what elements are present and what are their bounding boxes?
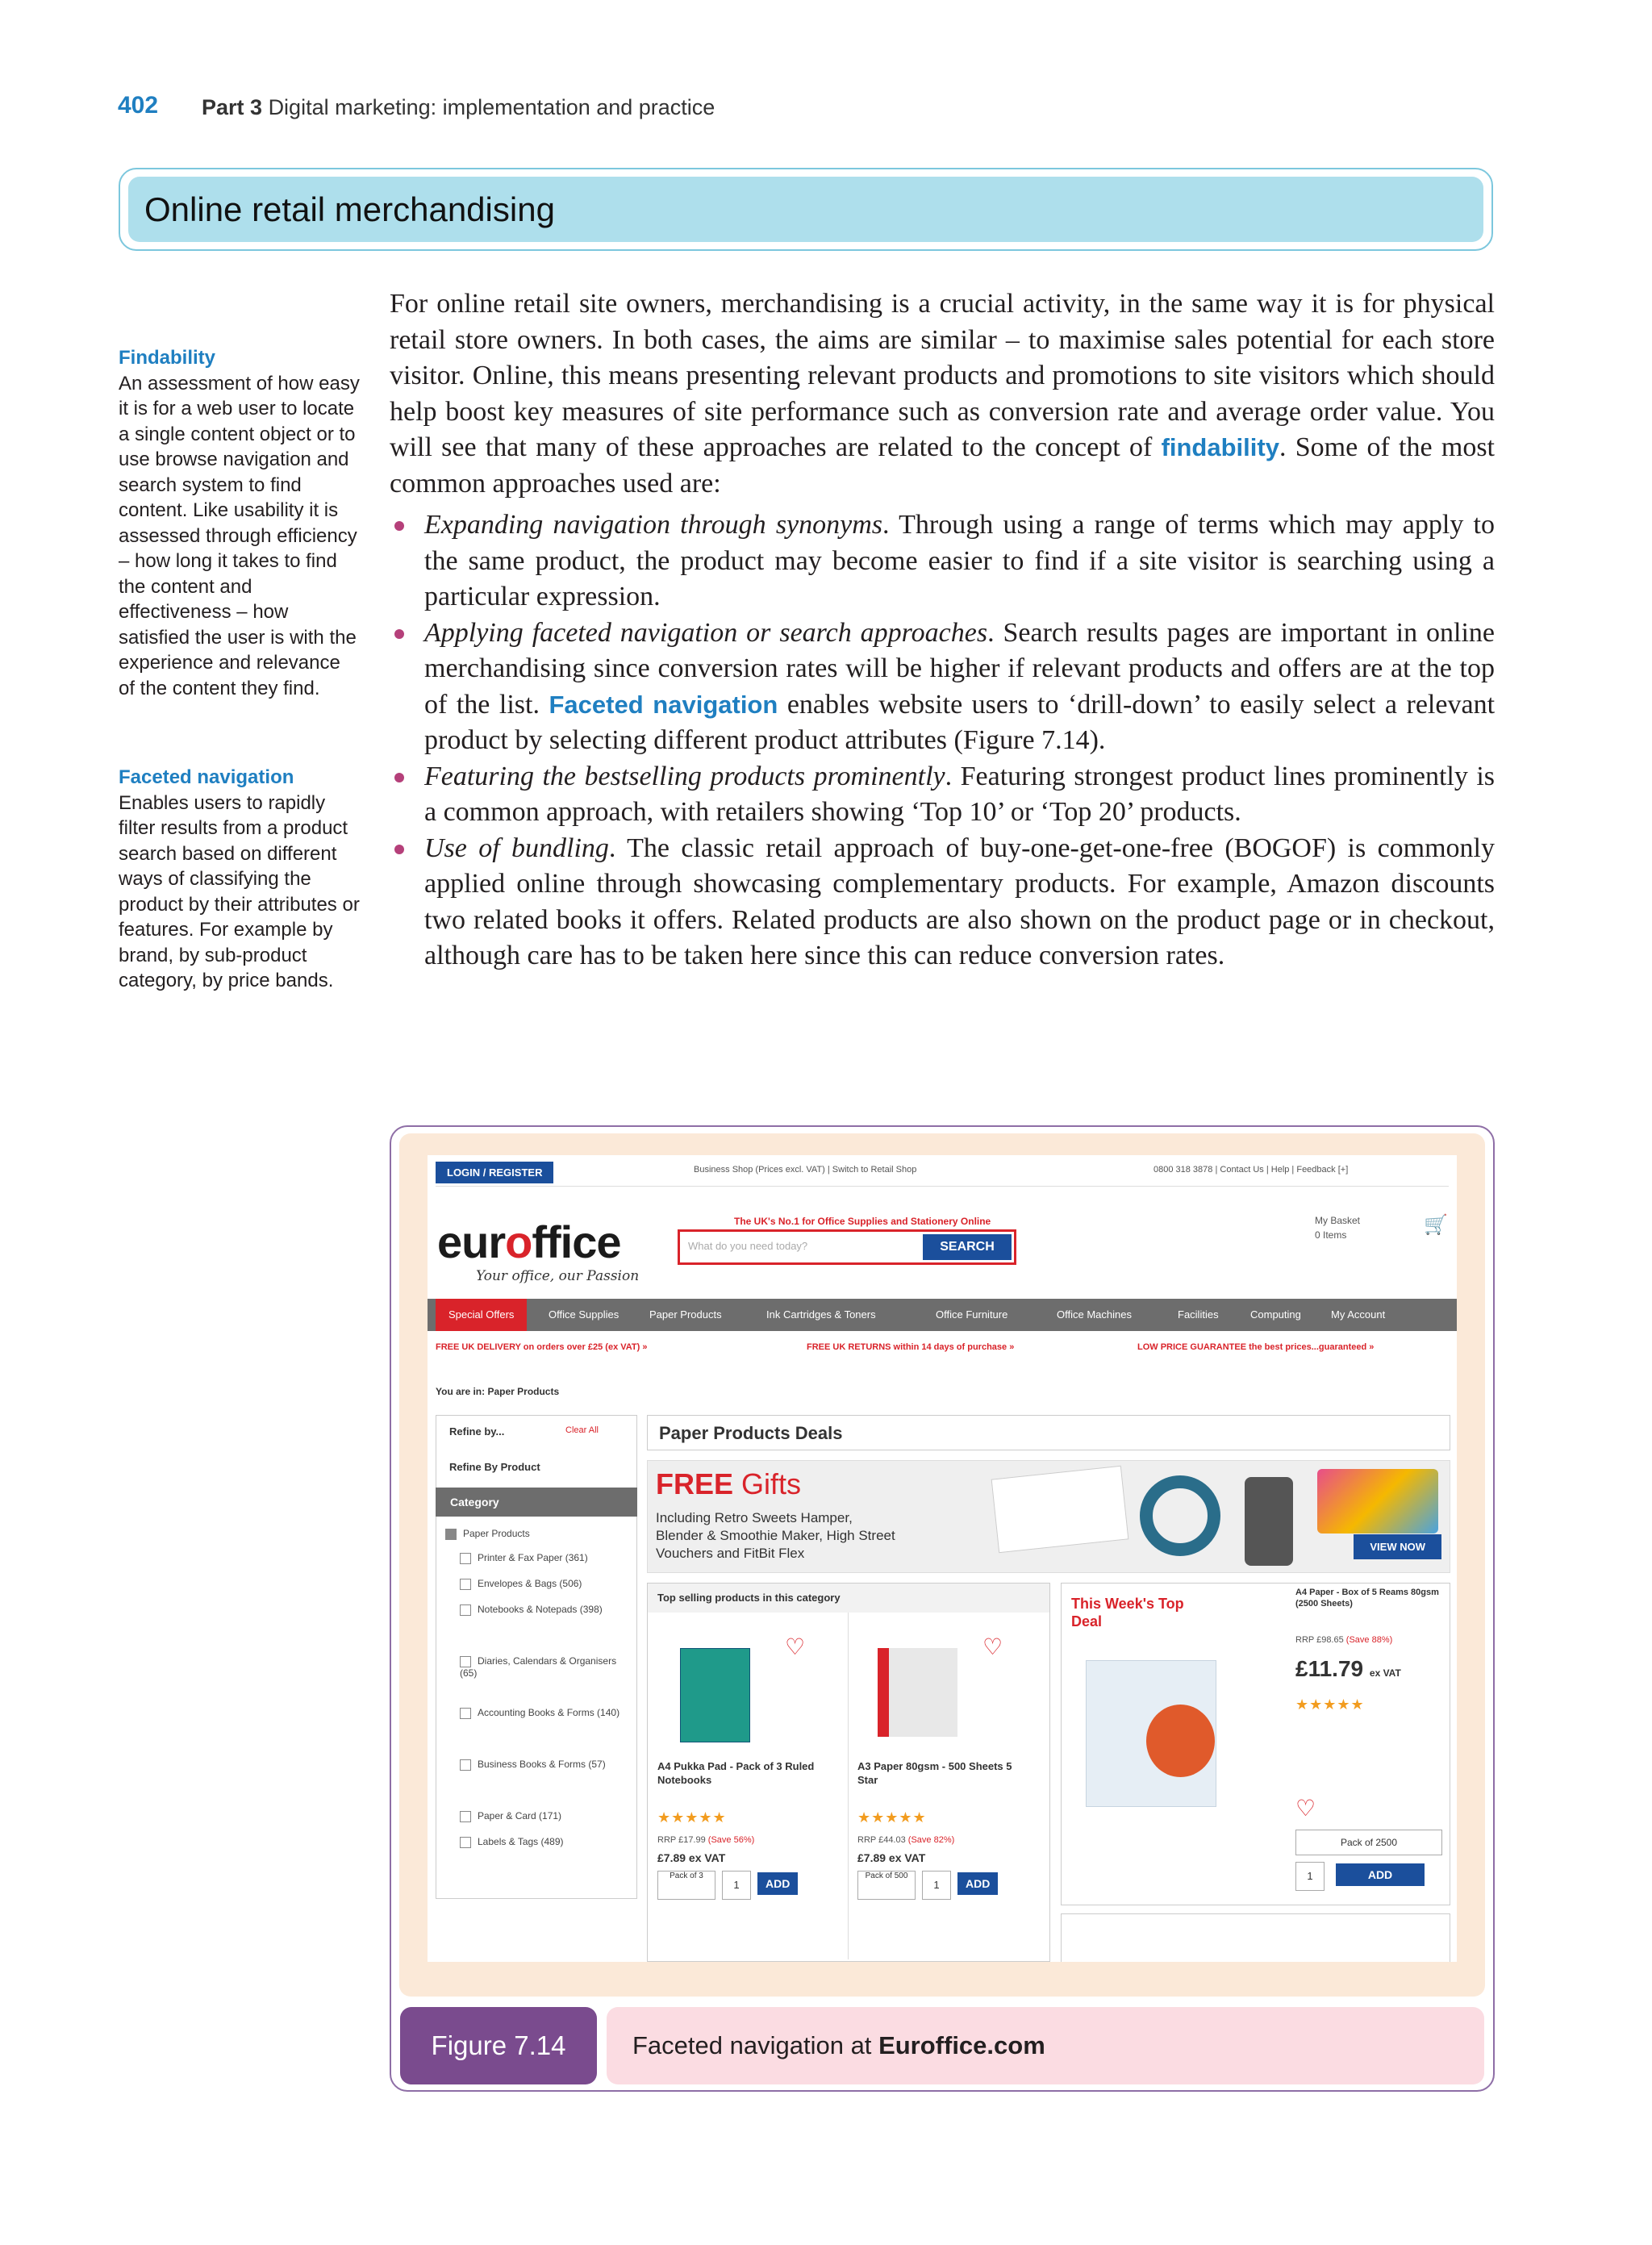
deal-rrp	[1295, 1635, 1392, 1645]
wishlist-heart-icon[interactable]: ♡	[1295, 1796, 1316, 1821]
save-value: (Save 82%)	[907, 1835, 955, 1845]
intro-text-end: . Some of the most common approaches used are:	[390, 432, 1495, 499]
free-gifts-banner[interactable]	[647, 1460, 1450, 1573]
deal-price-value: £11.79	[1295, 1656, 1364, 1681]
basket-count: 0 Items	[1315, 1229, 1347, 1241]
slogan: The UK's No.1 for Office Supplies and Stationery Online	[734, 1216, 991, 1227]
shop-links[interactable]: Business Shop (Prices excl. VAT) | Switch to Retail Shop	[694, 1165, 917, 1175]
category-checkbox[interactable]: Envelopes & Bags (506)	[460, 1578, 582, 1590]
quantity-input[interactable]: 1	[922, 1871, 951, 1900]
caption-text: Faceted navigation at	[632, 2031, 872, 2059]
deal-vat: ex VAT	[1369, 1667, 1401, 1679]
deal-pack-size[interactable]: Pack of 2500	[1295, 1830, 1442, 1855]
list-item	[390, 615, 1495, 759]
nav-facilities[interactable]: Facilities	[1178, 1308, 1219, 1321]
intro-paragraph	[390, 286, 1495, 502]
approaches-list	[390, 507, 1495, 974]
wishlist-heart-icon[interactable]: ♡	[785, 1634, 806, 1659]
rrp-value: RRP £17.99	[657, 1835, 706, 1845]
deal-product-name[interactable]: A4 Paper - Box of 5 Reams 80gsm (2500 Sheets)	[1295, 1588, 1439, 1609]
bullet-text-end: enables website users to ‘drill-down’ to easily select a relevant product by selecting different product attributes (Figure 7.14).	[424, 689, 1496, 755]
logo-part: ffice	[532, 1216, 621, 1267]
figure-caption	[607, 2007, 1484, 2084]
nav-paper-products[interactable]: Paper Products	[649, 1308, 722, 1321]
top-deal-heading: This Week's Top Deal	[1071, 1596, 1184, 1630]
pukka-pad-image[interactable]	[680, 1648, 750, 1742]
category-checkbox[interactable]: Paper & Card (171)	[460, 1810, 561, 1822]
top-selling-heading: Top selling products in this category	[648, 1584, 1049, 1613]
quantity-input[interactable]: 1	[722, 1871, 751, 1900]
promo-returns[interactable]: FREE UK RETURNS within 14 days of purchase »	[807, 1342, 1015, 1352]
body-text	[390, 286, 1495, 974]
top-selling-panel	[647, 1583, 1050, 1962]
quantity-input[interactable]: 1	[1295, 1862, 1325, 1891]
euroffice-logo[interactable]	[437, 1216, 621, 1268]
section-title: Online retail merchandising	[144, 190, 555, 228]
part-title: Digital marketing: implementation and practice	[268, 95, 715, 119]
glossary-term: Faceted navigation	[119, 766, 294, 788]
basket[interactable]	[1315, 1213, 1360, 1242]
blender-graphic	[1245, 1477, 1293, 1566]
category-checkbox[interactable]: Paper Products	[445, 1528, 530, 1540]
bullet-icon	[394, 845, 404, 854]
nav-ink-cartridges[interactable]: Ink Cartridges & Toners	[766, 1308, 876, 1321]
rating-stars: ★★★★★	[857, 1809, 927, 1826]
pack-size[interactable]: Pack of 500	[857, 1871, 916, 1900]
nav-office-furniture[interactable]: Office Furniture	[936, 1308, 1008, 1321]
page-number: 402	[118, 92, 159, 119]
logo-o: o	[505, 1216, 532, 1267]
keyword-faceted-navigation: Faceted navigation	[549, 690, 778, 719]
logo-tagline: Your office, our Passion	[476, 1268, 640, 1284]
bullet-text: . Through using a range of terms which may apply to the same product, the product may become easier to find if a site visitor is searching using a particular expression.	[424, 510, 1495, 611]
category-header[interactable]: Category	[436, 1488, 637, 1517]
bullet-heading: Use of bundling	[424, 832, 609, 863]
top-deal-panel	[1061, 1583, 1450, 1905]
save-value: (Save 88%)	[1345, 1635, 1393, 1645]
glossary-term: Findability	[119, 347, 215, 369]
glossary-faceted-navigation	[119, 765, 361, 994]
wishlist-heart-icon[interactable]: ♡	[982, 1634, 1003, 1659]
fitbit-graphic	[1140, 1475, 1220, 1556]
bullet-icon	[394, 521, 404, 531]
part-label: Part 3	[202, 95, 263, 119]
add-to-basket-button[interactable]: ADD	[957, 1872, 998, 1895]
running-header	[202, 95, 715, 120]
sweets-hamper-graphic	[1317, 1469, 1438, 1534]
login-register-button[interactable]: LOGIN / REGISTER	[436, 1162, 553, 1183]
caption-site: Euroffice.com	[878, 2031, 1045, 2059]
section-banner-fill	[128, 177, 1483, 242]
basket-label: My Basket	[1315, 1215, 1361, 1226]
category-checkbox[interactable]: Diaries, Calendars & Organisers (65)	[460, 1655, 621, 1679]
top-links[interactable]: 0800 318 3878 | Contact Us | Help | Feedback [+]	[1153, 1165, 1349, 1175]
gifts-label: Gifts	[741, 1467, 802, 1500]
rating-stars: ★★★★★	[1295, 1696, 1365, 1713]
search-box[interactable]	[678, 1229, 1016, 1265]
bullet-text: . Featuring strongest product lines prominently is a common approach, with retailers showing ‘Top 10’ or ‘Top 20’ products.	[424, 761, 1496, 827]
bullet-icon	[394, 773, 404, 782]
category-checkbox[interactable]: Business Books & Forms (57)	[460, 1759, 629, 1771]
category-checkbox[interactable]: Printer & Fax Paper (361)	[460, 1552, 588, 1564]
product-price: £7.89 ex VAT	[857, 1851, 926, 1864]
clear-all-link[interactable]: Clear All	[565, 1425, 599, 1435]
logo-part: eur	[437, 1216, 506, 1267]
product-divider	[848, 1613, 849, 1959]
search-input[interactable]: What do you need today?	[688, 1240, 808, 1252]
glossary-definition: Enables users to rapidly filter results from a product search based on different ways of classifying the product by their attributes or features. For example by brand, by sub-product category, by price bands.	[119, 791, 360, 991]
intro-text: For online retail site owners, merchandising is a crucial activity, in the same way it is for physical retail store owners. In both cases, the aims are similar – to maximise sales potential for each store visitor. Online, this means presenting relevant products and promotions to site visitors which should help boost key measures of site performance such as conversion rate and average order value. You will see that many of these approaches are related to the concept of	[390, 289, 1495, 462]
category-checkbox[interactable]: Labels & Tags (489)	[460, 1836, 564, 1848]
add-to-basket-button[interactable]: ADD	[757, 1872, 798, 1895]
category-checkbox[interactable]: Notebooks & Notepads (398)	[460, 1604, 621, 1616]
paper-box-badge	[1146, 1705, 1215, 1777]
product-rrp	[857, 1835, 954, 1845]
save-value: (Save 56%)	[707, 1835, 755, 1845]
product-rrp	[657, 1835, 754, 1845]
refine-by-label: Refine by...	[449, 1425, 505, 1438]
section-banner	[119, 168, 1493, 251]
keyword-findability: findability	[1161, 433, 1279, 461]
deals-title: Paper Products Deals	[647, 1415, 1450, 1450]
bullet-text: . The classic retail approach of buy-one-get-one-free (BOGOF) is commonly applied online through showcasing complementary products. For example, Amazon discounts two related books it offers. Related products are also shown on the product page or in checkout, although care has to be taken here since this can reduce conversion rates.	[424, 832, 1496, 970]
view-now-button[interactable]: VIEW NOW	[1354, 1534, 1441, 1559]
search-button[interactable]: SEARCH	[923, 1234, 1012, 1260]
rrp-value: RRP £98.65	[1295, 1635, 1344, 1645]
basket-icon[interactable]: 🛒	[1424, 1214, 1448, 1236]
nav-computing[interactable]: Computing	[1250, 1308, 1301, 1321]
next-panel	[1061, 1913, 1450, 1962]
bullet-icon	[394, 629, 404, 639]
deal-price	[1295, 1656, 1401, 1682]
euroffice-screenshot	[428, 1155, 1457, 1962]
product-name[interactable]: A4 Pukka Pad - Pack of 3 Ruled Notebooks	[657, 1760, 815, 1786]
main-navigation	[428, 1299, 1457, 1331]
category-checkbox[interactable]: Accounting Books & Forms (140)	[460, 1707, 637, 1719]
a3-paper-image[interactable]	[878, 1648, 957, 1737]
nav-special-offers[interactable]: Special Offers	[436, 1299, 527, 1331]
rrp-value: RRP £44.03	[857, 1835, 906, 1845]
voucher-graphic	[991, 1466, 1129, 1553]
bullet-heading: Expanding navigation through synonyms	[424, 510, 883, 540]
top-divider	[436, 1186, 1449, 1187]
refine-by-product-label[interactable]: Refine By Product	[449, 1461, 540, 1473]
breadcrumb[interactable]: You are in: Paper Products	[436, 1386, 560, 1397]
bullet-heading: Featuring the bestselling products prominently	[424, 761, 945, 791]
promo-guarantee[interactable]: LOW PRICE GUARANTEE the best prices...guaranteed »	[1137, 1342, 1375, 1352]
product-name[interactable]: A3 Paper 80gsm - 500 Sheets 5 Star	[857, 1760, 1012, 1786]
nav-office-supplies[interactable]: Office Supplies	[549, 1308, 620, 1321]
figure-label: Figure 7.14	[400, 2007, 597, 2084]
nav-office-machines[interactable]: Office Machines	[1057, 1308, 1132, 1321]
product-price: £7.89 ex VAT	[657, 1851, 726, 1864]
bullet-heading: Applying faceted navigation or search approaches	[424, 617, 988, 648]
bullet-text: . Search results pages are important in online merchandising since conversion rates will be higher if relevant products and offers are at the top of the list.	[424, 617, 1496, 720]
rating-stars: ★★★★★	[657, 1809, 727, 1826]
promo-delivery[interactable]: FREE UK DELIVERY on orders over £25 (ex VAT) »	[436, 1342, 648, 1352]
list-item	[390, 507, 1495, 615]
add-to-basket-button[interactable]: ADD	[1336, 1863, 1425, 1886]
glossary-findability	[119, 345, 361, 701]
list-item	[390, 831, 1495, 974]
nav-my-account[interactable]: My Account	[1331, 1308, 1386, 1321]
glossary-definition: An assessment of how easy it is for a web user to locate a single content object or to use browse navigation and search system to find content. Like usability it is assessed through efficiency – how long it takes to find the content and effectiveness – how satisfied the user is with the experience and relevance of the content they find.	[119, 372, 360, 699]
pack-size[interactable]: Pack of 3	[657, 1871, 715, 1900]
free-label: FREE	[656, 1467, 734, 1500]
free-gifts-heading	[656, 1467, 801, 1501]
list-item	[390, 759, 1495, 831]
free-gifts-description: Including Retro Sweets Hamper, Blender & Smoothie Maker, High Street Vouchers and FitBit Flex	[656, 1510, 895, 1561]
